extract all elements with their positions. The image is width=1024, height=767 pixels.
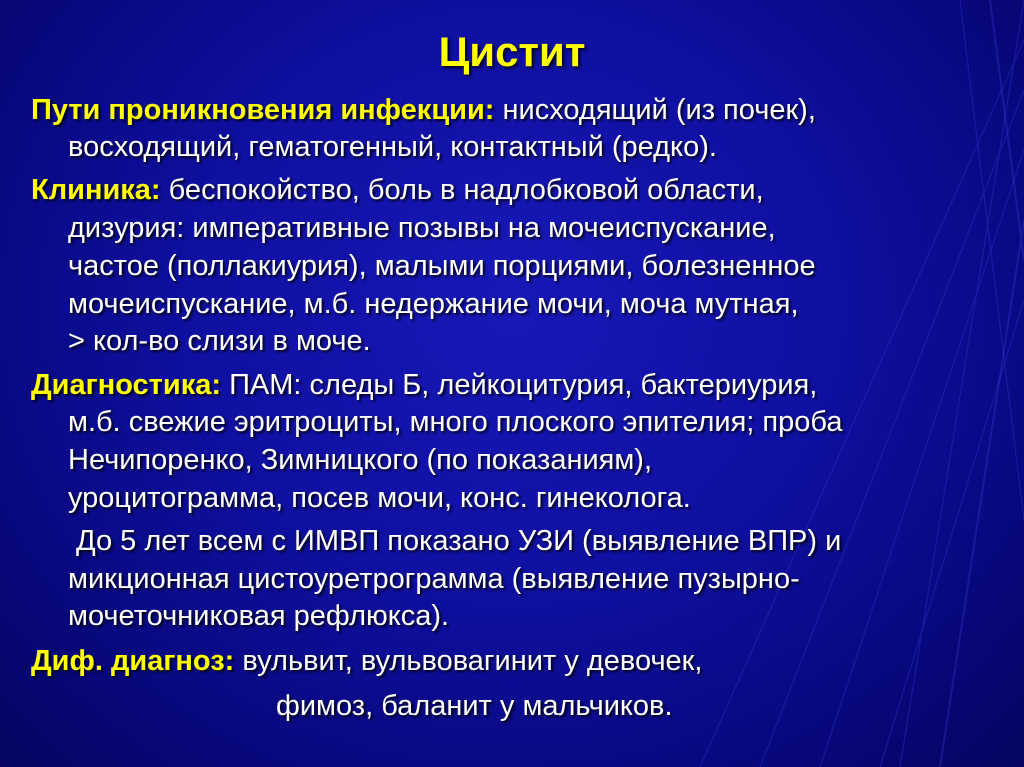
diag-text-3: Нечипоренко, Зимницкого (по показаниям), [68, 444, 653, 476]
clinic-line-1 [31, 172, 764, 209]
diag-text-2: м.б. свежие эритроциты, много плоского эпителия; проба [68, 406, 843, 438]
clinic-text-5: > кол-во слизи в моче. [68, 325, 371, 357]
paths-text-2: восходящий, гематогенный, контактный (редко). [68, 131, 717, 163]
clinic-text-2: дизурия: императивные позывы на мочеиспускание, [68, 212, 776, 244]
clinic-text-1: беспокойство, боль в надлобковой области, [160, 174, 764, 206]
diag-text-6: микционная цистоуретрограмма (выявление пузырно- [68, 563, 800, 595]
diff-text-2: фимоз, баланит у мальчиков. [276, 690, 673, 722]
diag-text-4: уроцитограмма, посев мочи, конс. гинеколога. [68, 482, 691, 514]
diag-text-1: ПАМ: следы Б, лейкоцитурия, бактериурия, [221, 369, 818, 401]
diff-line-1 [31, 643, 702, 680]
diag-label: Диагностика: [31, 369, 222, 401]
paths-line-1 [31, 92, 816, 129]
clinic-text-4: мочеиспускание, м.б. недержание мочи, моча мутная, [68, 288, 799, 320]
paths-label: Пути проникновения инфекции: [31, 94, 495, 126]
clinic-label: Клиника: [31, 174, 161, 206]
diag-text-5: До 5 лет всем с ИМВП показано УЗИ (выявление ВПР) и [76, 525, 842, 557]
slide-title: Цистит [438, 28, 586, 75]
paths-text-1: нисходящий (из почек), [494, 94, 816, 126]
diag-line-1 [31, 367, 817, 404]
clinic-text-3: частое (поллакиурия), малыми порциями, болезненное [68, 250, 816, 282]
diff-label: Диф. диагноз: [31, 645, 235, 677]
diag-text-7: мочеточниковая рефлюкса). [68, 600, 450, 632]
diff-text-1: вульвит, вульвовагинит у девочек, [234, 645, 703, 677]
